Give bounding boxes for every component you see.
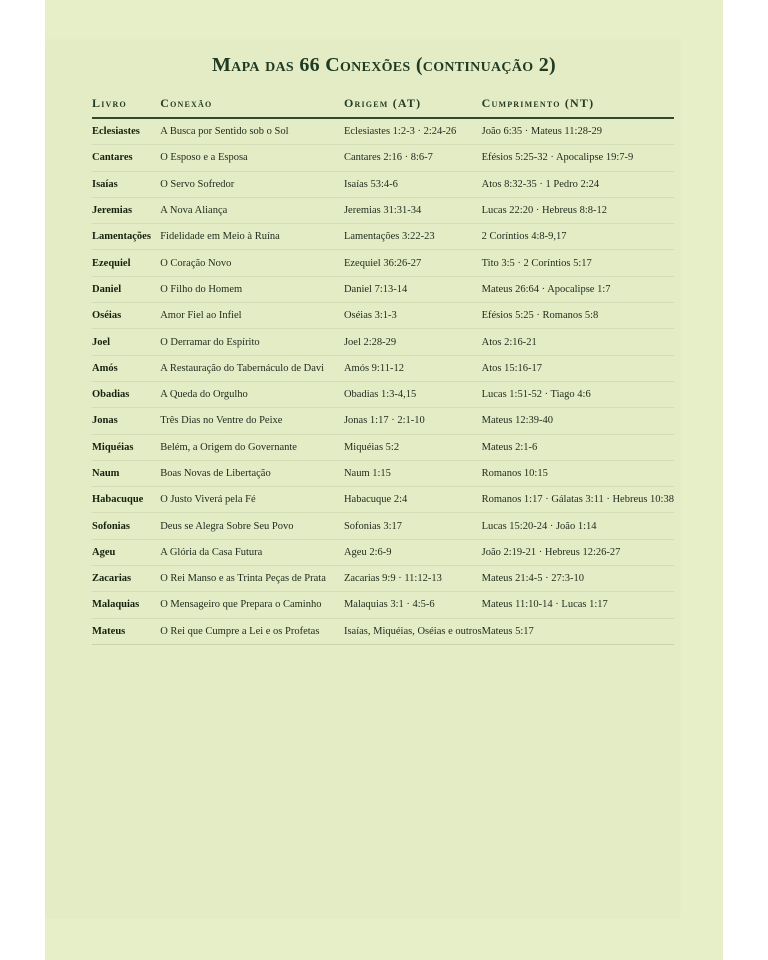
- cell-origin: Zacarias 9:9 · 11:12-13: [344, 566, 482, 592]
- cell-connection: O Derramar do Espírito: [160, 329, 344, 355]
- header-fulfillment: Cumprimento (NT): [482, 92, 674, 118]
- cell-fulfillment: Mateus 26:64 · Apocalipse 1:7: [482, 276, 674, 302]
- table-row: [92, 329, 674, 355]
- connections-table: [92, 92, 674, 645]
- cell-book: Lamentações: [92, 224, 160, 250]
- table-row: [92, 145, 674, 171]
- cell-fulfillment: Lucas 22:20 · Hebreus 8:8-12: [482, 197, 674, 223]
- table-row: [92, 513, 674, 539]
- cell-origin: Isaías 53:4-6: [344, 171, 482, 197]
- cell-fulfillment: Romanos 1:17 · Gálatas 3:11 · Hebreus 10:38: [482, 487, 674, 513]
- cell-origin: Miquéias 5:2: [344, 434, 482, 460]
- cell-book: Obadias: [92, 381, 160, 407]
- cell-fulfillment: Mateus 21:4-5 · 27:3-10: [482, 566, 674, 592]
- cell-connection: Fidelidade em Meio à Ruína: [160, 224, 344, 250]
- cell-connection: O Rei Manso e as Trinta Peças de Prata: [160, 566, 344, 592]
- cell-book: Miquéias: [92, 434, 160, 460]
- cell-fulfillment: 2 Coríntios 4:8-9,17: [482, 224, 674, 250]
- cell-origin: Sofonias 3:17: [344, 513, 482, 539]
- table-row: [92, 224, 674, 250]
- cell-fulfillment: Atos 2:16-21: [482, 329, 674, 355]
- table-row: [92, 303, 674, 329]
- cell-connection: A Queda do Orgulho: [160, 381, 344, 407]
- cell-book: Zacarias: [92, 566, 160, 592]
- cell-fulfillment: João 2:19-21 · Hebreus 12:26-27: [482, 539, 674, 565]
- cell-origin: Habacuque 2:4: [344, 487, 482, 513]
- cell-connection: A Nova Aliança: [160, 197, 344, 223]
- cell-connection: O Servo Sofredor: [160, 171, 344, 197]
- table-row: [92, 197, 674, 223]
- cell-origin: Oséias 3:1-3: [344, 303, 482, 329]
- cell-connection: Amor Fiel ao Infiel: [160, 303, 344, 329]
- cell-origin: Isaías, Miquéias, Oséias e outros: [344, 618, 482, 644]
- header-connection: Conexão: [160, 92, 344, 118]
- cell-fulfillment: Efésios 5:25 · Romanos 5:8: [482, 303, 674, 329]
- cell-connection: O Mensageiro que Prepara o Caminho: [160, 592, 344, 618]
- table-row: [92, 618, 674, 644]
- cell-origin: Ezequiel 36:26-27: [344, 250, 482, 276]
- table-row: [92, 460, 674, 486]
- cell-book: Mateus: [92, 618, 160, 644]
- page-title: Mapa das 66 Conexões (continuação 2): [212, 54, 556, 76]
- cell-connection: O Justo Viverá pela Fé: [160, 487, 344, 513]
- table-row: [92, 276, 674, 302]
- cell-origin: Eclesiastes 1:2-3 · 2:24-26: [344, 118, 482, 145]
- cell-fulfillment: Lucas 1:51-52 · Tiago 4:6: [482, 381, 674, 407]
- cell-origin: Malaquias 3:1 · 4:5-6: [344, 592, 482, 618]
- header-origin: Origem (AT): [344, 92, 482, 118]
- cell-book: Ageu: [92, 539, 160, 565]
- table-row: [92, 408, 674, 434]
- cell-book: Isaías: [92, 171, 160, 197]
- cell-origin: Daniel 7:13-14: [344, 276, 482, 302]
- table-row: [92, 592, 674, 618]
- cell-book: Daniel: [92, 276, 160, 302]
- cell-origin: Jeremias 31:31-34: [344, 197, 482, 223]
- cell-book: Naum: [92, 460, 160, 486]
- cell-fulfillment: Mateus 12:39-40: [482, 408, 674, 434]
- cell-origin: Ageu 2:6-9: [344, 539, 482, 565]
- cell-fulfillment: Romanos 10:15: [482, 460, 674, 486]
- cell-book: Joel: [92, 329, 160, 355]
- table-header-row: [92, 92, 674, 118]
- cell-book: Malaquias: [92, 592, 160, 618]
- cell-connection: A Restauração do Tabernáculo de Davi: [160, 355, 344, 381]
- cell-origin: Obadias 1:3-4,15: [344, 381, 482, 407]
- cell-connection: O Rei que Cumpre a Lei e os Profetas: [160, 618, 344, 644]
- cell-book: Amós: [92, 355, 160, 381]
- cell-fulfillment: Efésios 5:25-32 · Apocalipse 19:7-9: [482, 145, 674, 171]
- table-row: [92, 171, 674, 197]
- cell-connection: O Filho do Homem: [160, 276, 344, 302]
- cell-book: Ezequiel: [92, 250, 160, 276]
- cell-fulfillment: Atos 15:16-17: [482, 355, 674, 381]
- table-row: [92, 566, 674, 592]
- cell-origin: Cantares 2:16 · 8:6-7: [344, 145, 482, 171]
- table-row: [92, 355, 674, 381]
- table-row: [92, 487, 674, 513]
- cell-book: Jeremias: [92, 197, 160, 223]
- cell-origin: Naum 1:15: [344, 460, 482, 486]
- cell-book: Eclesiastes: [92, 118, 160, 145]
- cell-connection: Três Dias no Ventre do Peixe: [160, 408, 344, 434]
- table-row: [92, 539, 674, 565]
- cell-connection: Belém, a Origem do Governante: [160, 434, 344, 460]
- cell-connection: A Busca por Sentido sob o Sol: [160, 118, 344, 145]
- cell-origin: Amós 9:11-12: [344, 355, 482, 381]
- cell-book: Jonas: [92, 408, 160, 434]
- cell-book: Oséias: [92, 303, 160, 329]
- cell-origin: Jonas 1:17 · 2:1-10: [344, 408, 482, 434]
- table-row: [92, 381, 674, 407]
- cell-fulfillment: Lucas 15:20-24 · João 1:14: [482, 513, 674, 539]
- cell-fulfillment: Atos 8:32-35 · 1 Pedro 2:24: [482, 171, 674, 197]
- header-book: Livro: [92, 92, 160, 118]
- cell-fulfillment: João 6:35 · Mateus 11:28-29: [482, 118, 674, 145]
- cell-connection: Boas Novas de Libertação: [160, 460, 344, 486]
- cell-connection: O Coração Novo: [160, 250, 344, 276]
- table-row: [92, 118, 674, 145]
- cell-book: Cantares: [92, 145, 160, 171]
- cell-connection: O Esposo e a Esposa: [160, 145, 344, 171]
- cell-origin: Joel 2:28-29: [344, 329, 482, 355]
- cell-fulfillment: Mateus 2:1-6: [482, 434, 674, 460]
- table-row: [92, 250, 674, 276]
- cell-origin: Lamentações 3:22-23: [344, 224, 482, 250]
- cell-book: Sofonias: [92, 513, 160, 539]
- cell-book: Habacuque: [92, 487, 160, 513]
- cell-fulfillment: Mateus 11:10-14 · Lucas 1:17: [482, 592, 674, 618]
- cell-connection: A Glória da Casa Futura: [160, 539, 344, 565]
- cell-fulfillment: Mateus 5:17: [482, 618, 674, 644]
- table-row: [92, 434, 674, 460]
- cell-connection: Deus se Alegra Sobre Seu Povo: [160, 513, 344, 539]
- cell-fulfillment: Tito 3:5 · 2 Coríntios 5:17: [482, 250, 674, 276]
